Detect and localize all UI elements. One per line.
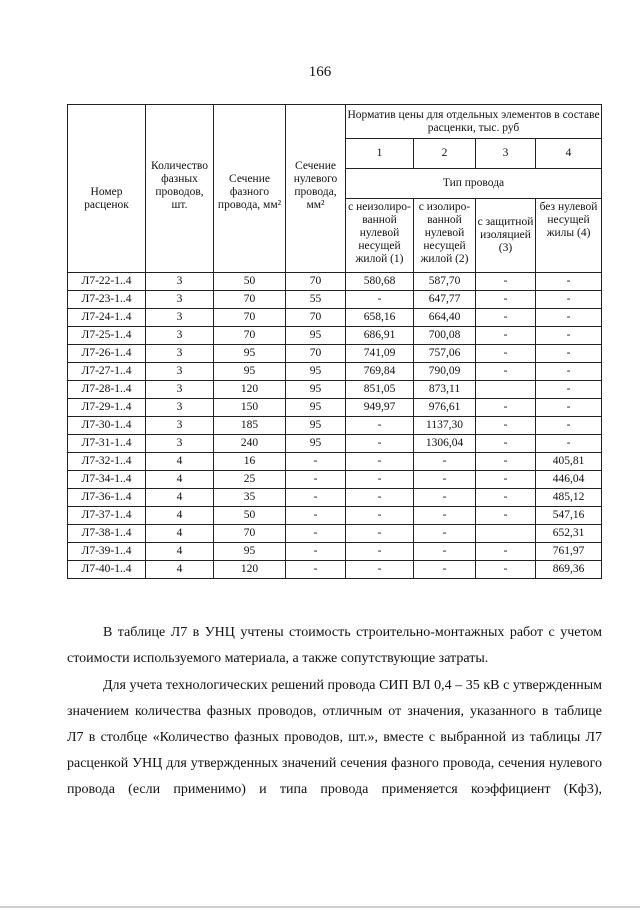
paragraph-2-line: значением количества фазных проводов, отличным от значения, указанного в таблице bbox=[67, 704, 602, 719]
row-code-cell: Л7-30-1..4 bbox=[68, 417, 146, 435]
row-code-cell: Л7-26-1..4 bbox=[68, 345, 146, 363]
table-cell: 3 bbox=[146, 273, 214, 291]
table-cell: - bbox=[346, 525, 414, 543]
table-cell: 3 bbox=[146, 363, 214, 381]
table-cell bbox=[476, 381, 536, 399]
table-cell: 757,06 bbox=[414, 345, 476, 363]
table-cell: - bbox=[536, 435, 602, 453]
table-row bbox=[68, 363, 602, 381]
table-cell: - bbox=[536, 327, 602, 345]
table-cell: 25 bbox=[214, 471, 286, 489]
table-cell: - bbox=[476, 543, 536, 561]
header-price-norm: Норматив цены для отдельных элементов в составе расценки, тыс. руб bbox=[346, 105, 602, 139]
table-cell: 95 bbox=[286, 417, 346, 435]
paragraph-2-line: Для учета технологических решений провода СИП ВЛ 0,4 – 35 кВ с утвержденным bbox=[103, 678, 602, 693]
header-wire-type-1: с неизолиро-ванной нулевой несущей жилой (1) bbox=[346, 199, 414, 273]
table-cell: - bbox=[414, 543, 476, 561]
table-cell: 761,97 bbox=[536, 543, 602, 561]
table-cell: - bbox=[476, 417, 536, 435]
table-cell: 587,70 bbox=[414, 273, 476, 291]
paragraph-1 bbox=[67, 620, 602, 672]
header-phase-count: Количество фазных проводов, шт. bbox=[146, 105, 214, 273]
table-cell: - bbox=[476, 471, 536, 489]
header-wire-type-2: с изолиро-ванной нулевой несущей жилой (2) bbox=[414, 199, 476, 273]
row-code-cell: Л7-36-1..4 bbox=[68, 489, 146, 507]
table-cell: 485,12 bbox=[536, 489, 602, 507]
paragraph-2-line: расценкой УНЦ для утвержденных значений сечения фазного провода, сечения нулевого bbox=[67, 756, 602, 771]
row-code-cell: Л7-38-1..4 bbox=[68, 525, 146, 543]
table-cell: 70 bbox=[214, 327, 286, 345]
header-wire-type-3: с защитной изоляцией (3) bbox=[476, 199, 536, 273]
table-cell: 70 bbox=[286, 345, 346, 363]
table-cell: 647,77 bbox=[414, 291, 476, 309]
table-cell: 240 bbox=[214, 435, 286, 453]
table-cell: 55 bbox=[286, 291, 346, 309]
table-cell: 4 bbox=[146, 561, 214, 579]
table-cell: - bbox=[536, 399, 602, 417]
table-cell: - bbox=[536, 273, 602, 291]
table-cell: - bbox=[414, 507, 476, 525]
table-cell: 3 bbox=[146, 291, 214, 309]
table-cell: 652,31 bbox=[536, 525, 602, 543]
table-row bbox=[68, 417, 602, 435]
table-cell: 4 bbox=[146, 471, 214, 489]
paragraph-2-line: Л7 в столбце «Количество фазных проводов, шт.», вместе с выбранной из таблицы Л7 bbox=[67, 730, 602, 745]
table-cell: - bbox=[536, 381, 602, 399]
row-code-cell: Л7-40-1..4 bbox=[68, 561, 146, 579]
paragraph-2-line: провода (если применимо) и типа провода применяется коэффициент (Кф3), bbox=[67, 782, 602, 797]
table-cell: 95 bbox=[214, 345, 286, 363]
table-cell: 95 bbox=[214, 543, 286, 561]
table-cell: 976,61 bbox=[414, 399, 476, 417]
table-cell: 1306,04 bbox=[414, 435, 476, 453]
table-cell: 50 bbox=[214, 507, 286, 525]
table-cell: - bbox=[536, 345, 602, 363]
table-cell: - bbox=[286, 543, 346, 561]
table-cell: - bbox=[346, 453, 414, 471]
table-cell: - bbox=[286, 561, 346, 579]
row-code-cell: Л7-32-1..4 bbox=[68, 453, 146, 471]
table-cell: - bbox=[286, 507, 346, 525]
header-neutral-section: Сечение нулевого провода, мм² bbox=[286, 105, 346, 273]
table-row bbox=[68, 561, 602, 579]
table-cell: 4 bbox=[146, 489, 214, 507]
table-cell: 1137,30 bbox=[414, 417, 476, 435]
paragraph-1-line: В таблице Л7 в УНЦ учтены стоимость строительно-монтажных работ с учетом bbox=[103, 625, 602, 640]
table-cell: 405,81 bbox=[536, 453, 602, 471]
table-cell: 741,09 bbox=[346, 345, 414, 363]
row-code-cell: Л7-34-1..4 bbox=[68, 471, 146, 489]
table-cell: - bbox=[346, 435, 414, 453]
table-cell: - bbox=[476, 363, 536, 381]
table-cell: 35 bbox=[214, 489, 286, 507]
table-cell: - bbox=[414, 525, 476, 543]
table-row bbox=[68, 273, 602, 291]
row-code-cell: Л7-28-1..4 bbox=[68, 381, 146, 399]
row-code-cell: Л7-31-1..4 bbox=[68, 435, 146, 453]
table-cell: - bbox=[414, 453, 476, 471]
header-col-4: 4 bbox=[536, 139, 602, 169]
table-cell: 446,04 bbox=[536, 471, 602, 489]
table-cell: 3 bbox=[146, 309, 214, 327]
table-cell: 70 bbox=[286, 309, 346, 327]
table-cell: 120 bbox=[214, 381, 286, 399]
table-cell: 150 bbox=[214, 399, 286, 417]
table-cell: 3 bbox=[146, 435, 214, 453]
table-cell: 790,09 bbox=[414, 363, 476, 381]
table-cell: - bbox=[476, 399, 536, 417]
table-cell: 95 bbox=[286, 381, 346, 399]
table-cell: 95 bbox=[214, 363, 286, 381]
table-cell: - bbox=[286, 453, 346, 471]
table-cell: - bbox=[414, 471, 476, 489]
table-row bbox=[68, 453, 602, 471]
table-row bbox=[68, 525, 602, 543]
table-cell: 95 bbox=[286, 399, 346, 417]
table-cell: - bbox=[414, 561, 476, 579]
table-row bbox=[68, 489, 602, 507]
row-code-cell: Л7-29-1..4 bbox=[68, 399, 146, 417]
table-cell: - bbox=[346, 291, 414, 309]
table-cell: 70 bbox=[286, 273, 346, 291]
table-row bbox=[68, 471, 602, 489]
row-code-cell: Л7-22-1..4 bbox=[68, 273, 146, 291]
page-number: 166 bbox=[308, 64, 332, 80]
table-cell: - bbox=[286, 489, 346, 507]
header-code: Номер расценок bbox=[68, 105, 146, 273]
table-cell: 4 bbox=[146, 453, 214, 471]
table-row bbox=[68, 309, 602, 327]
table-cell: 700,08 bbox=[414, 327, 476, 345]
table-cell bbox=[476, 525, 536, 543]
row-code-cell: Л7-25-1..4 bbox=[68, 327, 146, 345]
header-col-2: 2 bbox=[414, 139, 476, 169]
table-cell: 580,68 bbox=[346, 273, 414, 291]
table-cell: - bbox=[476, 309, 536, 327]
table-row bbox=[68, 543, 602, 561]
table-row bbox=[68, 327, 602, 345]
table-cell: - bbox=[346, 471, 414, 489]
row-code-cell: Л7-23-1..4 bbox=[68, 291, 146, 309]
table-cell: 547,16 bbox=[536, 507, 602, 525]
table-cell: - bbox=[476, 453, 536, 471]
table-cell: - bbox=[346, 507, 414, 525]
table-cell: 3 bbox=[146, 381, 214, 399]
table-cell: 4 bbox=[146, 525, 214, 543]
table-cell: - bbox=[536, 291, 602, 309]
paragraph-1-line: стоимости используемого материала, а также сопутствующие затраты. bbox=[67, 651, 489, 666]
row-code-cell: Л7-37-1..4 bbox=[68, 507, 146, 525]
table-cell: 95 bbox=[286, 435, 346, 453]
table-cell: 4 bbox=[146, 507, 214, 525]
header-wire-type: Тип провода bbox=[346, 169, 602, 199]
table-cell: 873,11 bbox=[414, 381, 476, 399]
table-row bbox=[68, 291, 602, 309]
header-col-3: 3 bbox=[476, 139, 536, 169]
table-cell: - bbox=[346, 543, 414, 561]
table-row bbox=[68, 435, 602, 453]
header-wire-type-4: без нулевой несущей жилы (4) bbox=[536, 199, 602, 273]
table-cell: 869,36 bbox=[536, 561, 602, 579]
table-cell: - bbox=[476, 561, 536, 579]
table-cell: 70 bbox=[214, 291, 286, 309]
table-cell: 3 bbox=[146, 417, 214, 435]
table-cell: 658,16 bbox=[346, 309, 414, 327]
table-cell: 70 bbox=[214, 525, 286, 543]
table-cell: - bbox=[476, 507, 536, 525]
table-cell: 70 bbox=[214, 309, 286, 327]
table-row bbox=[68, 399, 602, 417]
table-cell: 95 bbox=[286, 363, 346, 381]
table-cell: - bbox=[476, 291, 536, 309]
table-cell: - bbox=[536, 417, 602, 435]
table-cell: - bbox=[476, 489, 536, 507]
table-row bbox=[68, 507, 602, 525]
table-cell: - bbox=[536, 363, 602, 381]
table-row bbox=[68, 381, 602, 399]
row-code-cell: Л7-24-1..4 bbox=[68, 309, 146, 327]
table-cell: 686,91 bbox=[346, 327, 414, 345]
table-cell: - bbox=[346, 561, 414, 579]
table-cell: - bbox=[286, 471, 346, 489]
table-cell: 3 bbox=[146, 399, 214, 417]
header-phase-section: Сечение фазного провода, мм² bbox=[214, 105, 286, 273]
table-cell: 3 bbox=[146, 345, 214, 363]
table-cell: 50 bbox=[214, 273, 286, 291]
table-cell: 120 bbox=[214, 561, 286, 579]
table-cell: 769,84 bbox=[346, 363, 414, 381]
row-code-cell: Л7-39-1..4 bbox=[68, 543, 146, 561]
tariff-table bbox=[67, 104, 602, 579]
scan-edge-divider bbox=[0, 906, 640, 908]
table-cell: - bbox=[476, 435, 536, 453]
table-cell: - bbox=[346, 489, 414, 507]
table-cell: - bbox=[476, 273, 536, 291]
table-cell: 949,97 bbox=[346, 399, 414, 417]
table-cell: 664,40 bbox=[414, 309, 476, 327]
table-cell: - bbox=[536, 309, 602, 327]
table-cell: 16 bbox=[214, 453, 286, 471]
paragraph-2 bbox=[67, 673, 602, 803]
table-cell: - bbox=[414, 489, 476, 507]
table-cell: 851,05 bbox=[346, 381, 414, 399]
table-cell: - bbox=[346, 417, 414, 435]
table-body bbox=[68, 273, 602, 579]
table-cell: 4 bbox=[146, 543, 214, 561]
table-cell: - bbox=[476, 327, 536, 345]
table-cell: - bbox=[286, 525, 346, 543]
table-cell: 185 bbox=[214, 417, 286, 435]
table-cell: - bbox=[476, 345, 536, 363]
row-code-cell: Л7-27-1..4 bbox=[68, 363, 146, 381]
table-cell: 3 bbox=[146, 327, 214, 345]
table-cell: 95 bbox=[286, 327, 346, 345]
header-col-1: 1 bbox=[346, 139, 414, 169]
table-row bbox=[68, 345, 602, 363]
